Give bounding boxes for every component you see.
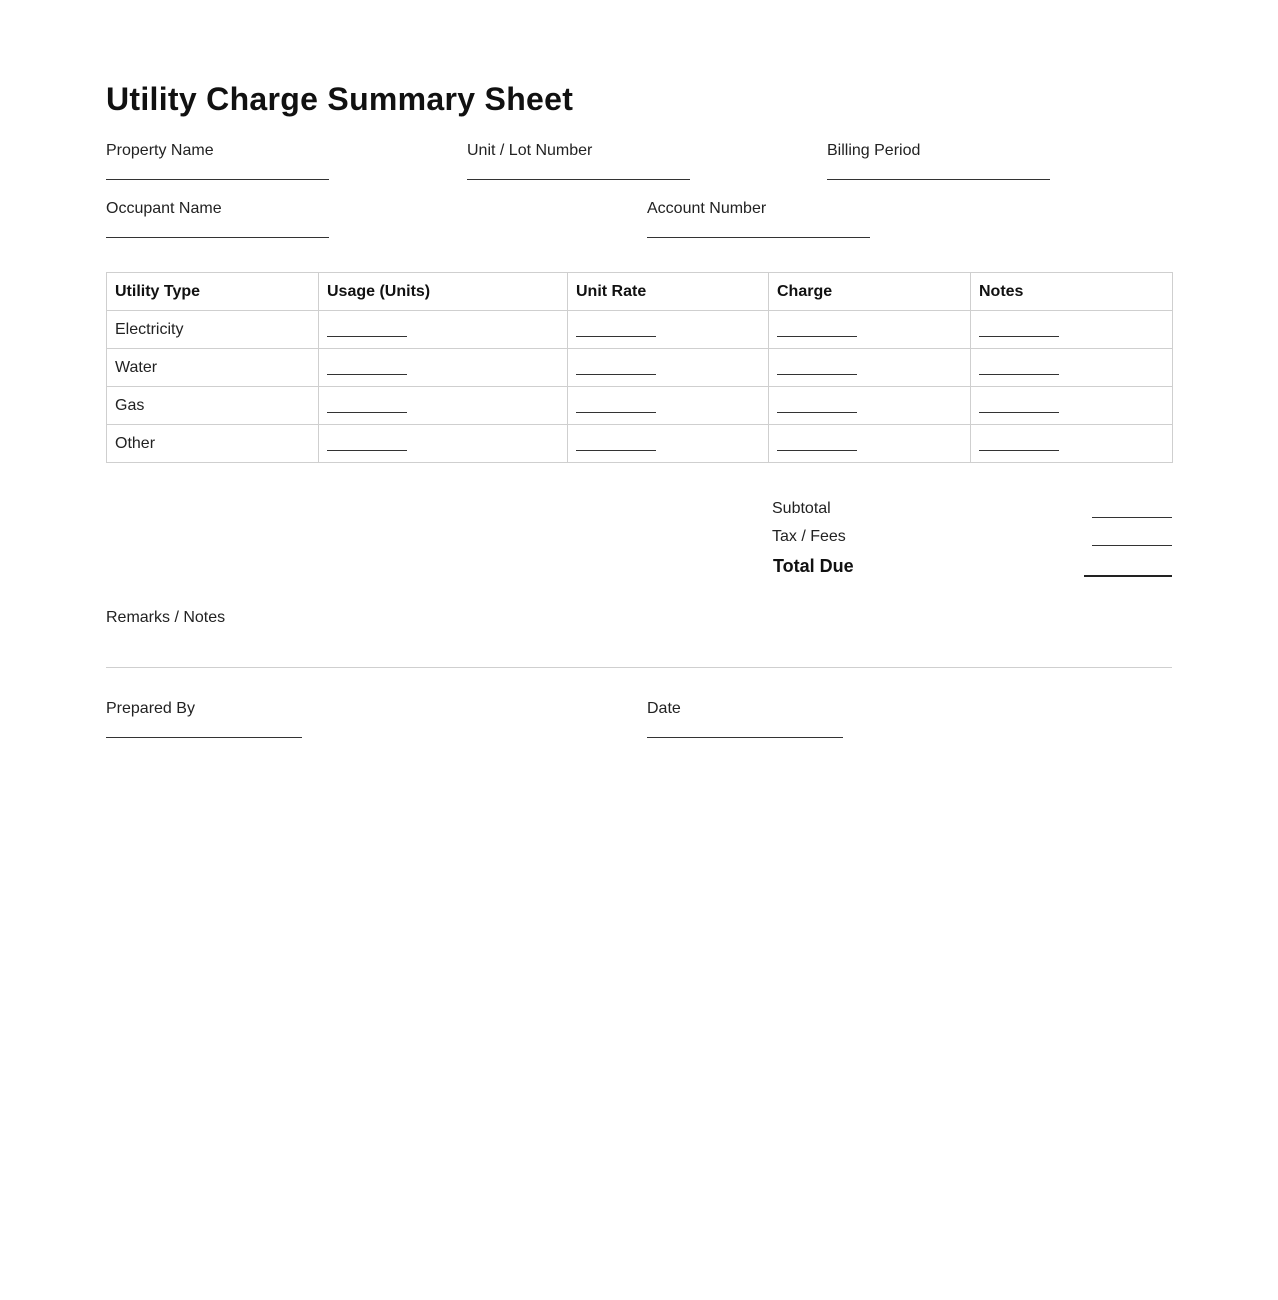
usage-input-line[interactable] — [327, 412, 407, 413]
table-header-row — [107, 273, 1173, 311]
notes-cell — [971, 425, 1173, 463]
occupant-name-field — [106, 200, 222, 218]
charges-table-wrapper — [106, 272, 1172, 463]
unit-rate-input-line[interactable] — [576, 336, 656, 337]
subtotal-label: Subtotal — [772, 500, 831, 517]
charges-table — [106, 272, 1173, 463]
usage-input-line[interactable] — [327, 450, 407, 451]
occupant-name-label: Occupant Name — [106, 200, 222, 217]
charge-cell — [769, 349, 971, 387]
subtotal-input-line[interactable] — [1092, 517, 1172, 518]
column-header: Charge — [769, 273, 971, 311]
page-title: Utility Charge Summary Sheet — [106, 81, 574, 117]
charge-input-line[interactable] — [777, 374, 857, 375]
charge-cell — [769, 387, 971, 425]
charge-cell — [769, 425, 971, 463]
unit-rate-cell — [568, 425, 769, 463]
column-header: Notes — [971, 273, 1173, 311]
property-name-field — [106, 142, 214, 160]
subtotal-row — [772, 500, 1172, 524]
usage-cell — [319, 349, 568, 387]
tax-fees-input-line[interactable] — [1092, 545, 1172, 546]
unit-rate-input-line[interactable] — [576, 450, 656, 451]
date-input-line[interactable] — [647, 737, 843, 738]
utility-type-cell: Electricity — [107, 311, 319, 349]
column-header: Utility Type — [107, 273, 319, 311]
billing-period-label: Billing Period — [827, 142, 921, 159]
charge-input-line[interactable] — [777, 336, 857, 337]
account-number-field — [647, 200, 766, 218]
column-header: Usage (Units) — [319, 273, 568, 311]
total-due-label: Total Due — [773, 556, 854, 576]
date-field — [647, 700, 681, 718]
table-row — [107, 349, 1173, 387]
notes-input-line[interactable] — [979, 374, 1059, 375]
utility-type-cell: Other — [107, 425, 319, 463]
tax-fees-row — [772, 528, 1172, 552]
utility-type-cell: Gas — [107, 387, 319, 425]
utility-type-cell: Water — [107, 349, 319, 387]
unit-rate-cell — [568, 349, 769, 387]
total-due-row — [772, 557, 1172, 581]
notes-cell — [971, 311, 1173, 349]
notes-input-line[interactable] — [979, 412, 1059, 413]
table-row — [107, 387, 1173, 425]
account-number-input-line[interactable] — [647, 237, 870, 238]
notes-input-line[interactable] — [979, 450, 1059, 451]
occupant-name-input-line[interactable] — [106, 237, 329, 238]
tax-fees-label: Tax / Fees — [772, 528, 846, 545]
billing-period-field — [827, 142, 920, 160]
usage-cell — [319, 311, 568, 349]
charge-cell — [769, 311, 971, 349]
unit-lot-number-field — [467, 142, 592, 160]
usage-input-line[interactable] — [327, 336, 407, 337]
notes-cell — [971, 349, 1173, 387]
notes-cell — [971, 387, 1173, 425]
charge-input-line[interactable] — [777, 412, 857, 413]
unit-rate-input-line[interactable] — [576, 374, 656, 375]
prepared-by-input-line[interactable] — [106, 737, 302, 738]
notes-input-line[interactable] — [979, 336, 1059, 337]
remarks-label: Remarks / Notes — [106, 609, 226, 626]
table-row — [107, 425, 1173, 463]
unit-lot-number-label: Unit / Lot Number — [467, 142, 593, 159]
date-label: Date — [647, 700, 681, 717]
usage-cell — [319, 387, 568, 425]
property-name-input-line[interactable] — [106, 179, 329, 180]
table-row — [107, 311, 1173, 349]
column-header: Unit Rate — [568, 273, 769, 311]
unit-rate-input-line[interactable] — [576, 412, 656, 413]
prepared-by-label: Prepared By — [106, 700, 195, 717]
prepared-by-field — [106, 700, 195, 718]
property-name-label: Property Name — [106, 142, 214, 159]
account-number-label: Account Number — [647, 200, 767, 217]
charge-input-line[interactable] — [777, 450, 857, 451]
unit-rate-cell — [568, 387, 769, 425]
usage-input-line[interactable] — [327, 374, 407, 375]
unit-rate-cell — [568, 311, 769, 349]
unit-lot-number-input-line[interactable] — [467, 179, 690, 180]
total-due-input-line[interactable] — [1084, 575, 1172, 577]
remarks-input-line[interactable] — [106, 667, 1172, 668]
usage-cell — [319, 425, 568, 463]
billing-period-input-line[interactable] — [827, 179, 1050, 180]
